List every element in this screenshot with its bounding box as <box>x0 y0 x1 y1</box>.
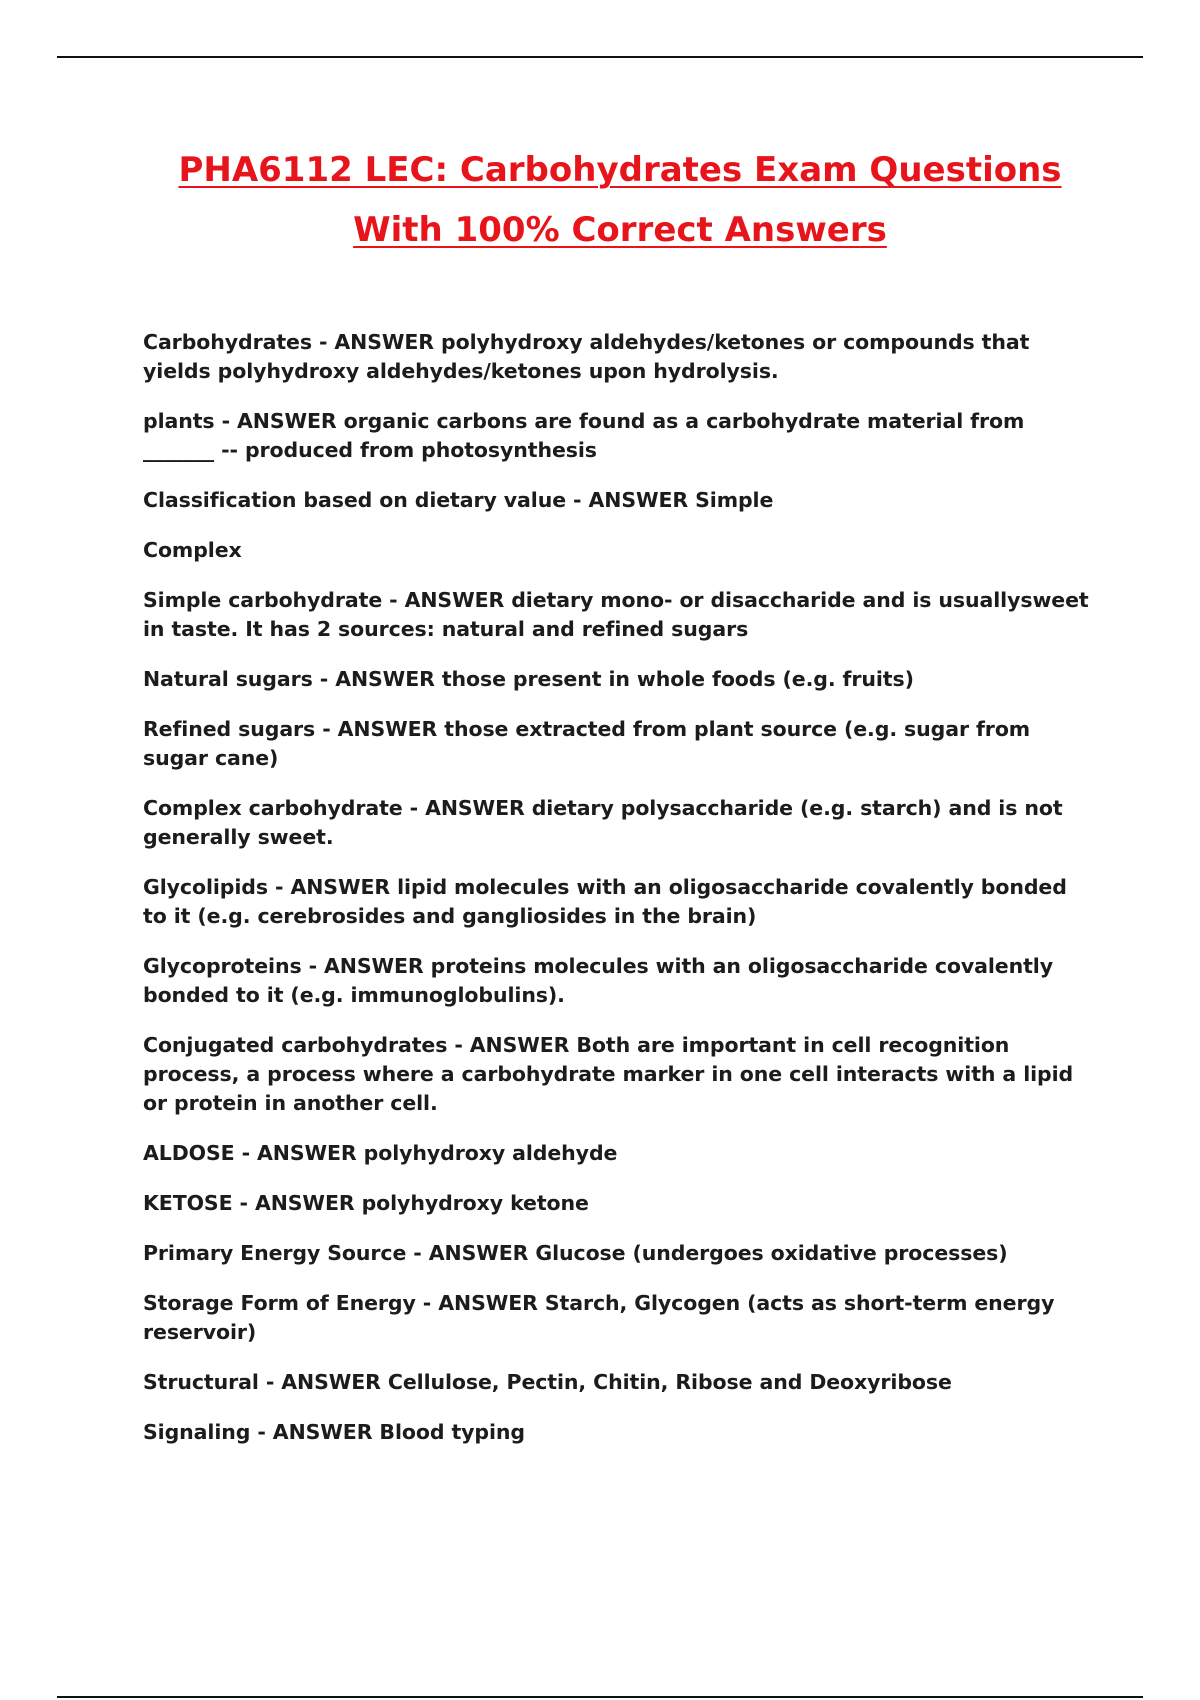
qa-item-storage-form-of-energy: Storage Form of Energy - ANSWER Starch, Glycogen (acts as short-term energy reservoir) <box>143 1291 1055 1344</box>
qa-item-structural: Structural - ANSWER Cellulose, Pectin, Chitin, Ribose and Deoxyribose <box>143 1370 952 1394</box>
bottom-rule <box>57 1696 1143 1698</box>
qa-item-carbohydrates: Carbohydrates - ANSWER polyhydroxy aldehydes/ketones or compounds that yields polyhydroxy aldehydes/ketones upon hydrolysis. <box>143 330 1030 383</box>
qa-item-complex: Complex <box>143 538 242 562</box>
qa-list <box>143 328 1093 1468</box>
qa-item-primary-energy-source: Primary Energy Source - ANSWER Glucose (undergoes oxidative processes) <box>143 1241 1008 1265</box>
qa-item-glycolipids: Glycolipids - ANSWER lipid molecules with an oligosaccharide covalently bonded to it (e.g. cerebrosides and gangliosides in the brain) <box>143 875 1067 928</box>
top-rule <box>57 56 1143 58</box>
title-line-1: PHA6112 LEC: Carbohydrates Exam Questions <box>178 150 1062 190</box>
qa-item-plants: plants - ANSWER organic carbons are found as a carbohydrate material from _______ -- produced from photosynthesis <box>143 409 1025 462</box>
qa-item-glycoproteins: Glycoproteins - ANSWER proteins molecules with an oligosaccharide covalently bonded to it (e.g. immunoglobulins). <box>143 954 1053 1007</box>
qa-item-conjugated-carbohydrates: Conjugated carbohydrates - ANSWER Both are important in cell recognition process, a process where a carbohydrate marker in one cell interacts with a lipid or protein in another cell. <box>143 1033 1074 1115</box>
qa-item-simple-carbohydrate: Simple carbohydrate - ANSWER dietary mono- or disaccharide and is usuallysweet in taste. It has 2 sources: natural and refined sugars <box>143 588 1089 641</box>
qa-item-natural-sugars: Natural sugars - ANSWER those present in whole foods (e.g. fruits) <box>143 667 914 691</box>
qa-item-aldose: ALDOSE - ANSWER polyhydroxy aldehyde <box>143 1141 618 1165</box>
qa-item-complex-carbohydrate: Complex carbohydrate - ANSWER dietary polysaccharide (e.g. starch) and is not generally sweet. <box>143 796 1063 849</box>
qa-item-ketose: KETOSE - ANSWER polyhydroxy ketone <box>143 1191 589 1215</box>
document-title <box>140 140 1100 260</box>
qa-item-refined-sugars: Refined sugars - ANSWER those extracted from plant source (e.g. sugar from sugar cane) <box>143 717 1031 770</box>
title-line-2: With 100% Correct Answers <box>353 210 887 250</box>
qa-item-classification: Classification based on dietary value - ANSWER Simple <box>143 488 774 512</box>
qa-item-signaling: Signaling - ANSWER Blood typing <box>143 1420 525 1444</box>
